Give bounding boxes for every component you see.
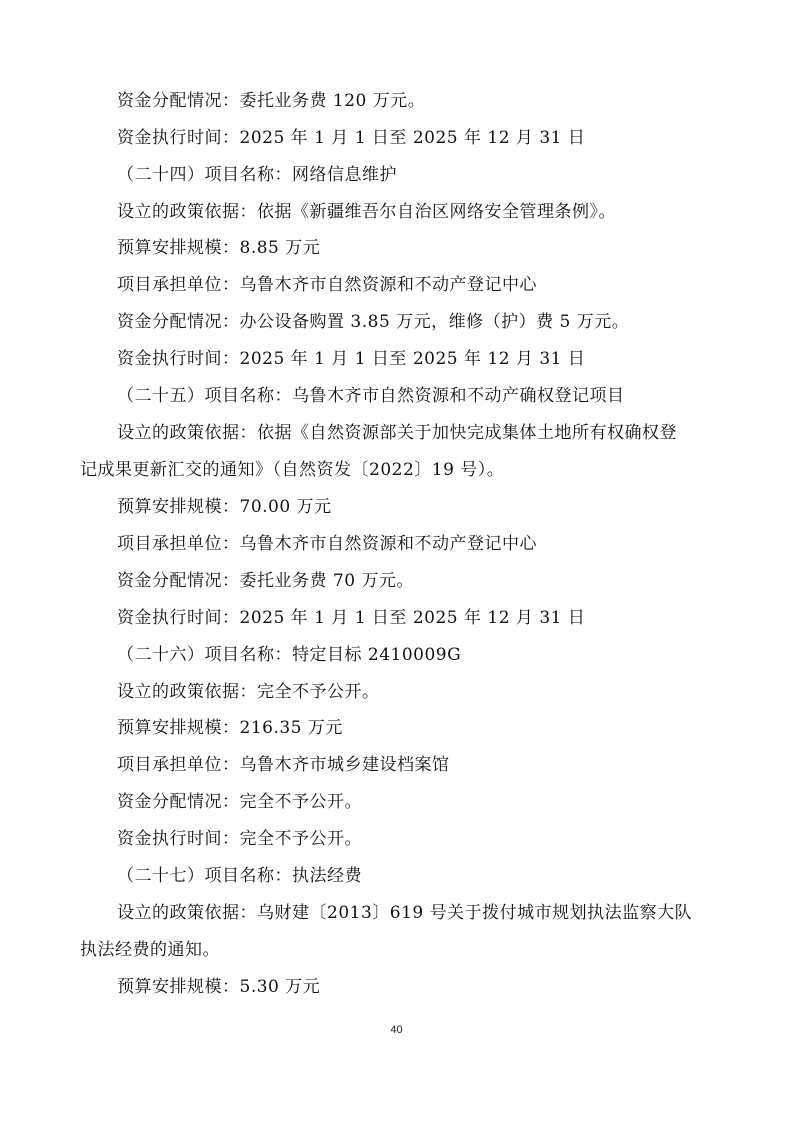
text-line-15: 资金执行时间：2025 年 1 月 1 日至 2025 年 12 月 31 日 [117, 608, 586, 628]
text-line-6: 项目承担单位：乌鲁木齐市自然资源和不动产登记中心 [117, 275, 537, 295]
section-heading-25: （二十五）项目名称：乌鲁木齐市自然资源和不动产确权登记项目 [117, 386, 625, 406]
text-line-10: 设立的政策依据：依据《自然资源部关于加快完成集体土地所有权确权登 [117, 423, 677, 443]
text-line-2: 资金执行时间：2025 年 1 月 1 日至 2025 年 12 月 31 日 [117, 128, 586, 148]
text-line-20: 资金分配情况：完全不予公开。 [117, 792, 362, 812]
text-line-12: 预算安排规模：70.00 万元 [117, 497, 332, 517]
text-line-8: 资金执行时间：2025 年 1 月 1 日至 2025 年 12 月 31 日 [117, 349, 586, 369]
text-line-24: 执法经费的通知。 [80, 940, 220, 960]
text-line-18: 预算安排规模：216.35 万元 [117, 718, 343, 738]
section-heading-27: （二十七）项目名称：执法经费 [117, 866, 362, 886]
text-line-4: 设立的政策依据：依据《新疆维吾尔自治区网络安全管理条例》。 [117, 202, 616, 222]
text-line-21: 资金执行时间：完全不予公开。 [117, 829, 362, 849]
text-line-1: 资金分配情况：委托业务费 120 万元。 [117, 91, 426, 111]
text-line-13: 项目承担单位：乌鲁木齐市自然资源和不动产登记中心 [117, 534, 537, 554]
text-line-19: 项目承担单位：乌鲁木齐市城乡建设档案馆 [117, 755, 450, 775]
text-line-7: 资金分配情况：办公设备购置 3.85 万元，维修（护）费 5 万元。 [117, 312, 630, 332]
text-line-14: 资金分配情况：委托业务费 70 万元。 [117, 571, 414, 591]
page-number: 40 [390, 1024, 403, 1036]
text-line-17: 设立的政策依据：完全不予公开。 [117, 682, 380, 702]
text-line-5: 预算安排规模：8.85 万元 [117, 238, 321, 258]
text-line-11: 记成果更新汇交的通知》（自然资发〔2022〕19 号）。 [80, 460, 505, 480]
text-line-25: 预算安排规模：5.30 万元 [117, 977, 321, 997]
section-heading-24: （二十四）项目名称：网络信息维护 [117, 165, 397, 185]
section-heading-26: （二十六）项目名称：特定目标 2410009G [117, 645, 462, 665]
text-line-23: 设立的政策依据：乌财建〔2013〕619 号关于拨付城市规划执法监察大队 [117, 903, 693, 923]
